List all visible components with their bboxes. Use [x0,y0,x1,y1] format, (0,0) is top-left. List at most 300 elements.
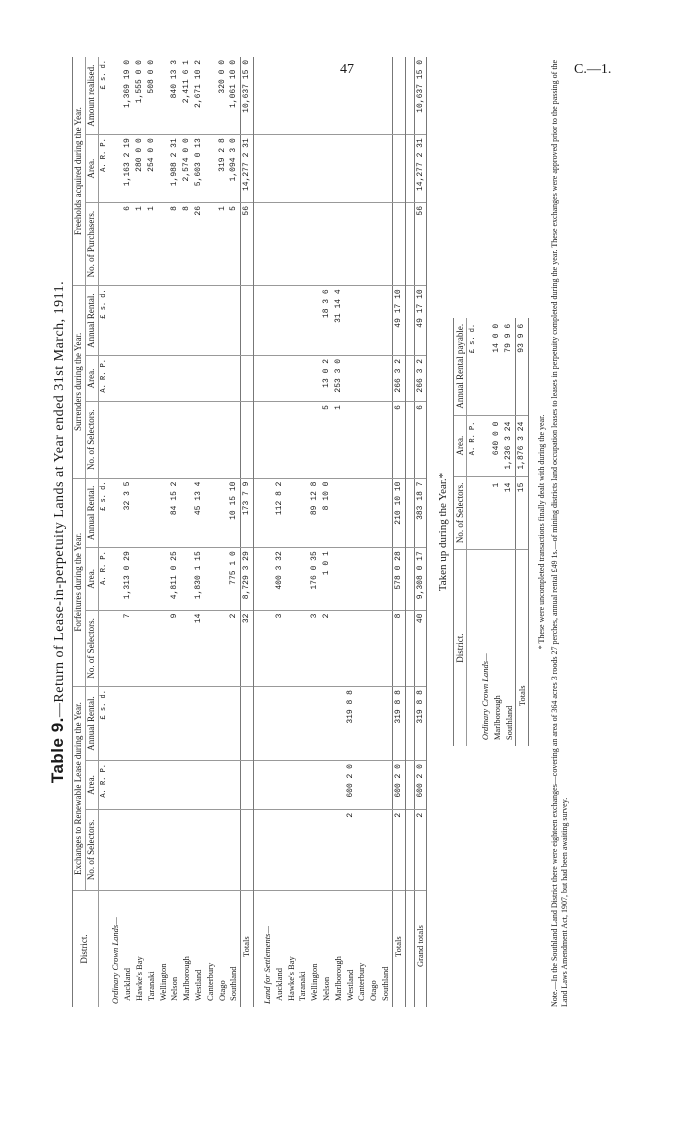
surr-selectors-cell [217,402,229,479]
surr-selectors-cell [241,402,254,479]
area-units: A. R. P. [98,356,110,402]
exch-rental-cell: 319 8 8 [392,687,405,761]
free-area-cell [392,135,405,203]
sub-row [491,318,503,746]
sub-area: 640 0 0 [491,415,503,476]
surr-rental-cell [134,286,146,356]
surr-rental-cell [274,286,286,356]
exch-area-cell [356,761,368,810]
forf-area-cell [356,548,368,610]
sub-rental: 14 0 0 [491,318,503,415]
area-col-header: Area. [85,356,98,402]
free-purchasers-cell: 56 [414,203,427,286]
forf-rental-cell [146,478,158,548]
amount-col-header: Amount realised. [85,57,98,135]
surr-area-cell [380,356,392,402]
free-area-cell: 5,603 0 13 [193,135,205,203]
forf-area-cell [333,548,345,610]
free-purchasers-cell [333,203,345,286]
surr-area-cell [169,356,181,402]
free-area-cell [274,135,286,203]
free-purchasers-cell [286,203,298,286]
forfeitures-header: Forfeitures during the Year. [73,478,86,687]
free-purchasers-cell [321,203,333,286]
table-title-text: —Return of Lease-in-perpetuity Lands at Year ended 31st March, 1911. [52,280,67,718]
money-units: £ s. d. [98,478,110,548]
free-area-cell [321,135,333,203]
forf-selectors-cell: 2 [228,610,240,687]
table-row [228,57,240,1007]
forf-area-cell [134,548,146,610]
free-purchasers-cell [309,203,321,286]
surr-rental-cell [169,286,181,356]
free-amount-cell [321,57,333,135]
surr-rental-cell [193,286,205,356]
exch-rental-cell [122,687,134,761]
free-area-cell: 14,277 2 31 [414,135,427,203]
sub-selectors: 14 [503,476,516,550]
free-area-cell [368,135,380,203]
exch-rental-cell [193,687,205,761]
exch-area-cell [169,761,181,810]
district-cell: Taranaki [145,971,156,1001]
free-purchasers-cell [392,203,405,286]
surr-rental-cell [158,286,170,356]
free-area-cell [333,135,345,203]
surr-rental-cell [286,286,298,356]
exch-selectors-cell: 2 [392,809,405,890]
table-row [286,57,298,1007]
surr-selectors-cell [122,402,134,479]
sub-rental: 79 9 6 [503,318,516,415]
free-amount-cell: 10,637 15 0 [241,57,254,135]
exch-selectors-cell [286,809,298,890]
free-area-cell [205,135,217,203]
selectors-col-header: No. of Selectors. [85,809,98,890]
free-amount-cell: 2,411 6 1 [181,57,193,135]
free-area-cell: 14,277 2 31 [241,135,254,203]
free-amount-cell: 1,369 19 0 [122,57,134,135]
note-text: Note.—In the Southland Land District there were eighteen exchanges—covering an area of 364 acres 3 roods 27 perches, annual rental £49 1s.—of mining districts land occupation leases to leases in perpetuity completed during the year. These exchanges were approved prior to the passing of the Land Laws Amendment Act, 1907, but had been awaiting survey. [550,59,570,1007]
forf-area-cell [181,548,193,610]
surr-selectors-cell [309,402,321,479]
free-purchasers-cell [345,203,357,286]
forf-rental-cell: 84 15 2 [169,478,181,548]
sub-total-rental: 93 9 6 [516,318,529,415]
exch-rental-cell [217,687,229,761]
free-purchasers-cell: 1 [217,203,229,286]
surr-rental-cell [181,286,193,356]
surr-area-cell [345,356,357,402]
district-cell: Taranaki [297,971,308,1001]
free-area-cell: 254 0 0 [146,135,158,203]
forf-selectors-cell [345,610,357,687]
free-amount-cell [297,57,309,135]
exch-selectors-cell [122,809,134,890]
table-row [146,57,158,1007]
surr-selectors-cell [134,402,146,479]
free-area-cell [286,135,298,203]
selectors-col-header: No. of Selectors. [85,610,98,687]
free-area-cell: 1,163 2 19 [122,135,134,203]
exch-area-cell [297,761,309,810]
surr-area-cell [274,356,286,402]
forf-area-cell: 1 0 1 [321,548,333,610]
rental-col-header: Annual Rental. [85,286,98,356]
surr-selectors-cell [228,402,240,479]
free-purchasers-cell: 1 [134,203,146,286]
purchasers-col-header: No. of Purchasers. [85,203,98,286]
exch-area-cell [134,761,146,810]
section-heading: Ordinary Crown Lands— [110,917,121,1004]
district-cell: Southland [379,966,390,1001]
footnote-star: * These were uncompleted transactions finally dealt with during the year. [537,414,547,650]
surr-rental-cell [205,286,217,356]
sub-total-selectors: 15 [516,476,529,550]
taken-up-table [453,318,529,746]
exch-selectors-cell [217,809,229,890]
exch-selectors-cell [134,809,146,890]
surr-rental-cell [297,286,309,356]
forf-area-cell [345,548,357,610]
district-cell: Otago [368,980,379,1001]
free-purchasers-cell [380,203,392,286]
district-cell: Auckland [273,967,284,1001]
surr-selectors-cell: 5 [321,402,333,479]
forf-area-cell: 400 3 32 [274,548,286,610]
surr-rental-cell: 49 17 10 [392,286,405,356]
forf-rental-cell: 210 10 10 [392,478,405,548]
sub-section-heading: Ordinary Crown Lands— [480,653,491,741]
forf-rental-cell [181,478,193,548]
table-row [356,57,368,1007]
forf-rental-cell: 112 8 2 [274,478,286,548]
forf-area-cell: 1,830 1 15 [193,548,205,610]
exch-selectors-cell: 2 [345,809,357,890]
exch-area-cell [309,761,321,810]
surr-rental-cell [368,286,380,356]
free-purchasers-cell: 1 [146,203,158,286]
exch-rental-cell [169,687,181,761]
surr-area-cell [309,356,321,402]
forf-rental-cell: 45 13 4 [193,478,205,548]
district-cell: Totals [392,891,405,1008]
surr-rental-cell: 18 3 6 [321,286,333,356]
table-title [48,57,68,1007]
forf-selectors-cell: 7 [122,610,134,687]
free-purchasers-cell: 5 [228,203,240,286]
district-header: District. [73,891,99,1008]
sub-selectors: 1 [491,476,503,550]
forf-area-cell [380,548,392,610]
exch-rental-cell [368,687,380,761]
forf-selectors-cell [333,610,345,687]
surr-rental-cell: 49 17 10 [414,286,427,356]
free-area-cell: 280 0 0 [134,135,146,203]
grand-totals-row [414,57,427,1007]
exch-area-cell: 600 2 0 [345,761,357,810]
exch-area-cell [181,761,193,810]
surr-area-cell [205,356,217,402]
exch-selectors-cell [274,809,286,890]
area-units: A. R. P. [98,135,110,203]
sub-totals-label: Totals [516,550,529,747]
surr-area-cell [158,356,170,402]
money-units: £ s. d. [98,57,110,135]
district-cell: Marlborough [181,956,192,1001]
district-cell: Hawke's Bay [285,956,296,1001]
table-row [158,57,170,1007]
exch-rental-cell [286,687,298,761]
forf-rental-cell: 32 3 5 [122,478,134,548]
exch-area-cell [122,761,134,810]
exch-rental-cell [228,687,240,761]
surr-selectors-cell [158,402,170,479]
forf-selectors-cell [297,610,309,687]
forf-rental-cell: 173 7 9 [241,478,254,548]
forf-selectors-cell [368,610,380,687]
forf-area-cell: 8,729 3 29 [241,548,254,610]
forf-rental-cell [297,478,309,548]
table-row [297,57,309,1007]
exch-selectors-cell [297,809,309,890]
sub-row [503,318,516,746]
district-cell: Wellington [309,963,320,1001]
surr-rental-cell [122,286,134,356]
table-row [274,57,286,1007]
exch-selectors-cell [228,809,240,890]
forf-rental-cell [134,478,146,548]
forf-selectors-cell: 3 [309,610,321,687]
free-area-cell: 1,094 3 0 [228,135,240,203]
district-cell: Westland [344,969,355,1001]
exch-area-cell [241,761,254,810]
table-row [368,57,380,1007]
surr-selectors-cell [356,402,368,479]
free-area-cell [158,135,170,203]
forf-rental-cell: 89 12 8 [309,478,321,548]
free-purchasers-cell: 8 [181,203,193,286]
section-heading-row [110,57,122,1007]
table-row [122,57,134,1007]
surr-selectors-cell [345,402,357,479]
surr-area-cell [134,356,146,402]
exch-selectors-cell [193,809,205,890]
exch-rental-cell [205,687,217,761]
surr-selectors-cell: 6 [392,402,405,479]
sub-total-area: 1,876 3 24 [516,415,529,476]
area-units: A. R. P. [98,761,110,810]
exch-rental-cell [158,687,170,761]
free-amount-cell [333,57,345,135]
forf-rental-cell [205,478,217,548]
surr-selectors-cell [297,402,309,479]
surr-area-cell [193,356,205,402]
surr-selectors-cell [286,402,298,479]
exch-selectors-cell [241,809,254,890]
exchanges-header: Exchanges to Renewable Lease during the Year. [73,687,86,891]
forf-area-cell: 4,811 0 25 [169,548,181,610]
free-amount-cell: 508 0 0 [146,57,158,135]
free-amount-cell [345,57,357,135]
surr-rental-cell [309,286,321,356]
surr-rental-cell [241,286,254,356]
surr-rental-cell [356,286,368,356]
totals-row [241,57,254,1007]
sub-money-units: £ s. d. [467,318,480,415]
district-cell: Westland [192,969,203,1001]
exch-selectors-cell [158,809,170,890]
surr-rental-cell [345,286,357,356]
forf-selectors-cell: 3 [274,610,286,687]
surr-area-cell [181,356,193,402]
forf-rental-cell [217,478,229,548]
free-amount-cell: 1,061 10 0 [228,57,240,135]
table-row [321,57,333,1007]
surr-area-cell [286,356,298,402]
free-area-cell [380,135,392,203]
exch-area-cell: 600 2 0 [392,761,405,810]
free-amount-cell [286,57,298,135]
units-row [98,57,110,1007]
surr-selectors-cell [380,402,392,479]
free-purchasers-cell: 8 [169,203,181,286]
forf-selectors-cell: 8 [392,610,405,687]
forf-rental-cell: 383 18 7 [414,478,427,548]
sub-district: Marlborough [492,695,503,741]
table-row [181,57,193,1007]
exch-rental-cell [274,687,286,761]
forf-selectors-cell [356,610,368,687]
surr-area-cell [241,356,254,402]
forf-rental-cell [345,478,357,548]
surr-rental-cell [146,286,158,356]
free-amount-cell [392,57,405,135]
table-number: Table 9. [48,717,67,784]
forf-area-cell: 578 0 28 [392,548,405,610]
main-table [72,57,427,1007]
sub-area-units: A. R. P. [467,415,480,476]
rental-col-header: Annual Rental. [85,478,98,548]
area-units: A. R. P. [98,548,110,610]
free-area-cell [297,135,309,203]
surr-selectors-cell: 1 [333,402,345,479]
exch-area-cell [205,761,217,810]
area-col-header: Area. [85,135,98,203]
surr-area-cell [122,356,134,402]
surr-area-cell [228,356,240,402]
free-area-cell: 319 2 8 [217,135,229,203]
free-purchasers-cell [158,203,170,286]
page-number: 47 [340,62,354,77]
district-cell: Hawke's Bay [133,956,144,1001]
exch-area-cell [274,761,286,810]
freeholds-header: Freeholds acquired during the Year. [73,57,86,286]
free-purchasers-cell [205,203,217,286]
money-units: £ s. d. [98,286,110,356]
sub-selectors-header: No. of Selectors. [454,476,467,550]
table-row [333,57,345,1007]
forf-selectors-cell [217,610,229,687]
forf-selectors-cell: 14 [193,610,205,687]
surr-area-cell [356,356,368,402]
free-amount-cell: 320 0 0 [217,57,229,135]
exch-area-cell [228,761,240,810]
sub-area-header: Area. [454,415,467,476]
district-cell: Nelson [169,976,180,1001]
surr-area-cell [297,356,309,402]
free-amount-cell [356,57,368,135]
forf-selectors-cell [205,610,217,687]
exch-area-cell [146,761,158,810]
exch-area-cell [286,761,298,810]
exch-rental-cell [356,687,368,761]
surr-selectors-cell [146,402,158,479]
exch-selectors-cell [205,809,217,890]
exch-rental-cell: 319 8 8 [345,687,357,761]
sub-table-title: Taken up during the Year.* [437,472,450,592]
selectors-col-header: No. of Selectors. [85,402,98,479]
table-row [193,57,205,1007]
surr-area-cell: 13 0 2 [321,356,333,402]
forf-area-cell [158,548,170,610]
forf-selectors-cell [146,610,158,687]
section-heading-row [262,57,274,1007]
surr-selectors-cell [193,402,205,479]
surr-area-cell: 266 3 2 [414,356,427,402]
forf-rental-cell [333,478,345,548]
table-row [309,57,321,1007]
exch-area-cell: 600 2 0 [414,761,427,810]
free-purchasers-cell [368,203,380,286]
surr-selectors-cell [205,402,217,479]
exch-area-cell [321,761,333,810]
forf-area-cell: 1,313 0 29 [122,548,134,610]
page-code: C.—1. [574,62,612,77]
exch-selectors-cell [380,809,392,890]
forf-area-cell [205,548,217,610]
surr-area-cell [368,356,380,402]
free-purchasers-cell: 6 [122,203,134,286]
footnotes [537,57,570,1007]
free-purchasers-cell [356,203,368,286]
exch-area-cell [193,761,205,810]
totals-row [392,57,405,1007]
table-row [205,57,217,1007]
free-amount-cell: 10,637 15 0 [414,57,427,135]
surr-area-cell [146,356,158,402]
sub-rental-header: Annual Rental payable. [454,318,467,415]
district-cell: Southland [228,966,239,1001]
free-area-cell [345,135,357,203]
exch-area-cell [333,761,345,810]
exch-rental-cell [321,687,333,761]
district-cell: Grand totals [414,891,427,1008]
free-purchasers-cell: 26 [193,203,205,286]
table-row [134,57,146,1007]
exch-rental-cell [134,687,146,761]
area-col-header: Area. [85,548,98,610]
exch-selectors-cell: 2 [414,809,427,890]
exch-selectors-cell [181,809,193,890]
surr-area-cell: 266 3 2 [392,356,405,402]
sub-area: 1,236 3 24 [503,415,516,476]
forf-area-cell [146,548,158,610]
exch-selectors-cell [333,809,345,890]
sub-district-header: District. [454,550,467,747]
exch-area-cell [380,761,392,810]
exch-rental-cell [380,687,392,761]
